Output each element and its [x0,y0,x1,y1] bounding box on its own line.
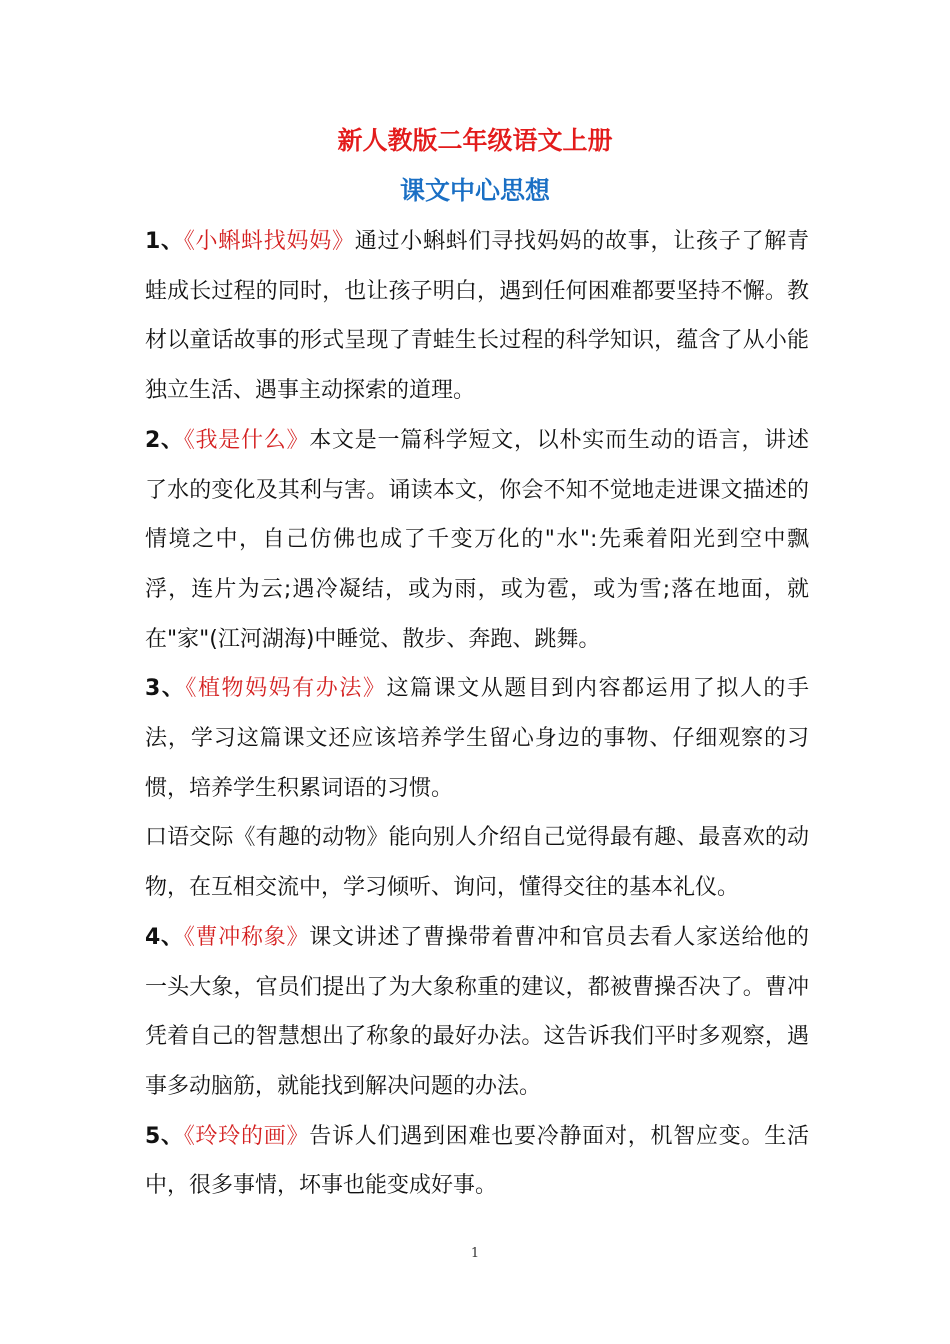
document-body [145,217,809,1211]
paragraph-lesson-2 [145,416,809,665]
paragraph-text: 课文讲述了曹操带着曹冲和官员去看人家送给他的一头大象，官员们提出了为大象称重的建议，都被曹操否决了。曹冲凭着自己的智慧想出了称象的最好办法。这告诉我们平时多观察，遇事多动脑筋，就能找到解决问题的办法。 [145,924,809,1099]
lesson-title: 《曹冲称象》 [183,924,310,950]
paragraph-text: 通过小蝌蚪们寻找妈妈的故事，让孩子了解青蛙成长过程的同时，也让孩子明白，遇到任何困难都要坚持不懈。教材以童话故事的形式呈现了青蛙生长过程的科学知识，蕴含了从小能独立生活、遇事主动探索的道理。 [145,229,809,404]
section-number: 3、 [145,676,186,702]
paragraph-text: 本文是一篇科学短文，以朴实而生动的语言，讲述了水的变化及其利与害。诵读本文，你会不知不觉地走进课文描述的情境之中，自己仿佛也成了千变万化的"水":先乘着阳光到空中飘浮，连片为云;遇冷凝结，或为雨，或为雹，或为雪;落在地面，就在"家"(江河湖海)中睡觉、散步、奔跑、跳舞。 [145,427,809,652]
lesson-title: 《我是什么》 [183,427,310,453]
section-number: 1、 [145,229,184,254]
document-subtitle: 课文中心思想 [399,176,550,205]
section-number: 5、 [145,1123,184,1149]
paragraph-lesson-5 [145,1112,809,1211]
document-title: 新人教版二年级语文上册 [337,126,613,155]
paragraph-text: 这篇课文从题目到内容都运用了拟人的手法，学习这篇课文还应该培养学生留心身边的事物、仔细观察的习惯，培养学生积累词语的习惯。 [145,676,809,801]
paragraph-text: 口语交际《有趣的动物》能向别人介绍自己觉得最有趣、最喜欢的动物，在互相交流中，学习倾听、询问，懂得交往的基本礼仪。 [145,825,809,901]
paragraph-lesson-3 [145,664,809,813]
section-number: 4、 [145,924,184,950]
paragraph-lesson-4 [145,913,809,1112]
section-number: 2、 [145,427,184,453]
lesson-title: 《玲玲的画》 [183,1123,310,1149]
lesson-title: 《植物妈妈有办法》 [185,676,387,702]
page-number: 1 [470,1246,480,1261]
lesson-title: 《小蝌蚪找妈妈》 [183,229,355,254]
paragraph-text: 告诉人们遇到困难也要冷静面对，机智应变。生活中，很多事情，坏事也能变成好事。 [145,1123,809,1199]
paragraph-oral-communication [145,813,809,912]
paragraph-lesson-1 [145,217,809,416]
